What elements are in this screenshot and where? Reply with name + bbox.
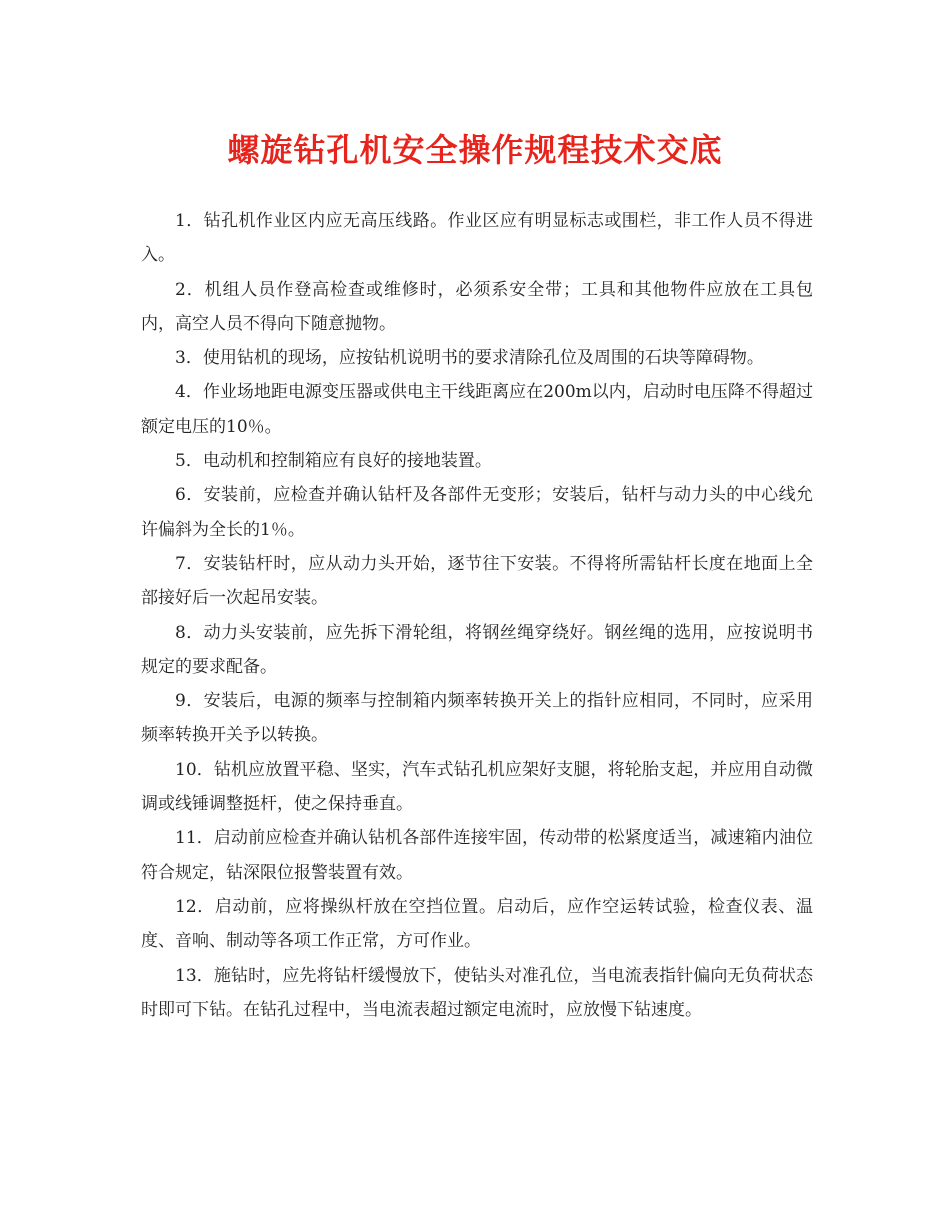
paragraph-3: 3．使用钻机的现场，应按钻机说明书的要求清除孔位及周围的石块等障碍物。	[175, 348, 764, 369]
paragraph-13: 13．施钻时，应先将钻杆缓慢放下，使钻头对准孔位，当电流表指针偏向无负荷状态时即可下钻。在钻孔过程中，当电流表超过额定电流时，应放慢下钻速度。	[141, 965, 813, 1020]
paragraph-1: 1．钻孔机作业区内应无高压线路。作业区应有明显标志或围栏，非工作人员不得进入。	[141, 211, 813, 266]
paragraph-10: 10．钻机应放置平稳、坚实，汽车式钻孔机应架好支腿，将轮胎支起，并应用自动微调或线锤调整挺杆，使之保持垂直。	[141, 759, 813, 815]
document-body	[141, 204, 813, 1027]
paragraph-2: 2．机组人员作登高检查或维修时，必须系安全带；工具和其他物件应放在工具包内，高空人员不得向下随意抛物。	[141, 279, 813, 334]
paragraph-4: 4．作业场地距电源变压器或供电主干线距离应在200m以内，启动时电压降不得超过额定电压的10％。	[141, 382, 813, 437]
paragraph-8: 8．动力头安装前，应先拆下滑轮组，将钢丝绳穿绕好。钢丝绳的选用，应按说明书规定的要求配备。	[141, 622, 813, 677]
paragraph-5: 5．电动机和控制箱应有良好的接地装置。	[175, 451, 492, 472]
paragraph-11: 11．启动前应检查并确认钻机各部件连接牢固，传动带的松紧度适当，减速箱内油位符合规定，钻深限位报警装置有效。	[141, 828, 813, 883]
paragraph-9: 9．安装后，电源的频率与控制箱内频率转换开关上的指针应相同，不同时，应采用频率转换开关予以转换。	[141, 691, 813, 746]
paragraph-6: 6．安装前，应检查并确认钻杆及各部件无变形；安装后，钻杆与动力头的中心线允许偏斜为全长的1％。	[141, 485, 813, 540]
document-title: 螺旋钻孔机安全操作规程技术交底	[227, 131, 723, 169]
paragraph-7: 7．安装钻杆时，应从动力头开始，逐节往下安装。不得将所需钻杆长度在地面上全部接好后一次起吊安装。	[141, 553, 813, 609]
paragraph-12: 12．启动前，应将操纵杆放在空挡位置。启动后，应作空运转试验，检查仪表、温度、音响、制动等各项工作正常，方可作业。	[141, 896, 813, 952]
